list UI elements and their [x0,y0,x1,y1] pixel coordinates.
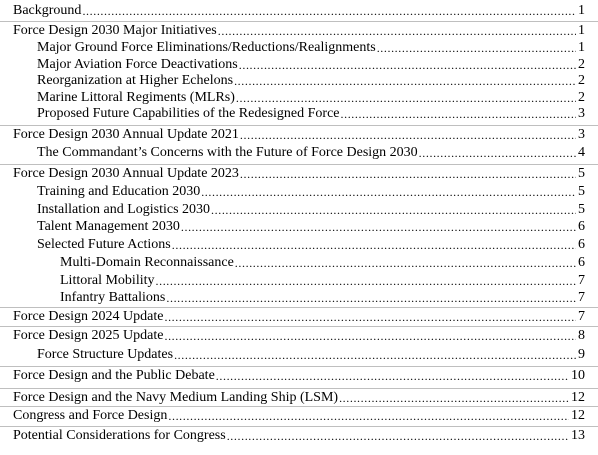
toc-entry[interactable] [37,184,585,200]
toc-entry-title: Major Aviation Force Deactivations [37,57,238,72]
dot-leader [235,255,576,271]
toc-entry-title: Congress and Force Design [13,408,168,423]
toc-entry-title: Force Design and the Navy Medium Landing Ship (LSM) [13,390,339,405]
dot-leader [156,273,577,289]
dot-leader [174,347,576,363]
dot-leader [164,309,576,325]
toc-entry[interactable] [37,219,585,235]
toc-entry-title: Potential Considerations for Congress [13,428,226,443]
toc-entry[interactable] [13,127,585,143]
toc-entry-page-number: 6 [578,255,585,270]
toc-entry[interactable] [37,40,585,56]
section-divider [0,21,598,22]
toc-entry-page-number: 3 [578,127,585,142]
dot-leader [419,145,576,161]
toc-entry-title: Force Design 2030 Annual Update 2023 [13,166,239,181]
toc-entry-page-number: 3 [578,106,585,121]
toc-entry-page-number: 5 [578,202,585,217]
dot-leader [82,3,576,19]
dot-leader [172,237,576,253]
toc-entry[interactable] [13,368,585,384]
toc-entry-title: Marine Littoral Regiments (MLRs) [37,90,235,105]
dot-leader [239,57,576,73]
dot-leader [234,73,576,89]
toc-entry-page-number: 6 [578,237,585,252]
toc-entry[interactable] [37,347,585,363]
dot-leader [211,202,576,218]
section-divider [0,426,598,427]
toc-entry-page-number: 7 [578,290,585,305]
toc-entry[interactable] [37,202,585,218]
toc-entry[interactable] [13,23,585,39]
toc-entry-title: Selected Future Actions [37,237,171,252]
toc-entry[interactable] [60,290,585,306]
toc-entry[interactable] [37,237,585,253]
toc-entry[interactable] [13,428,585,444]
toc-entry-title: Reorganization at Higher Echelons [37,73,234,88]
dot-leader [240,127,576,143]
dot-leader [168,408,569,424]
dot-leader [377,40,576,56]
toc-entry-page-number: 1 [578,3,585,18]
dot-leader [227,428,569,444]
toc-entry-page-number: 9 [578,347,585,362]
toc-entry-page-number: 12 [571,390,585,405]
section-divider [0,388,598,389]
toc-entry-page-number: 12 [571,408,585,423]
toc-entry-title: Force Design 2025 Update [13,328,164,343]
section-divider [0,125,598,126]
toc-entry-title: Force Design 2024 Update [13,309,164,324]
toc-entry-title: Littoral Mobility [60,273,155,288]
toc-entry-page-number: 1 [578,40,585,55]
toc-entry-title: Training and Education 2030 [37,184,201,199]
toc-entry[interactable] [13,408,585,424]
toc-entry[interactable] [37,145,585,161]
dot-leader [164,328,576,344]
toc-entry[interactable] [13,3,585,19]
dot-leader [201,184,576,200]
toc-entry[interactable] [13,328,585,344]
toc-entry-title: Proposed Future Capabilities of the Redesigned Force [37,106,340,121]
dot-leader [181,219,576,235]
toc-entry-page-number: 7 [578,309,585,324]
dot-leader [218,23,576,39]
toc-entry-title: Multi-Domain Reconnaissance [60,255,234,270]
dot-leader [216,368,569,384]
toc-entry[interactable] [60,255,585,271]
toc-entry-title: Force Structure Updates [37,347,174,362]
toc-entry[interactable] [13,390,585,406]
toc-entry-page-number: 1 [578,23,585,38]
toc-entry-page-number: 2 [578,90,585,105]
toc-entry-title: Infantry Battalions [60,290,166,305]
section-divider [0,307,598,308]
toc-entry-title: Force Design 2030 Major Initiatives [13,23,217,38]
toc-entry-title: Force Design and the Public Debate [13,368,215,383]
toc-entry-page-number: 5 [578,184,585,199]
toc-entry-page-number: 7 [578,273,585,288]
toc-entry[interactable] [13,309,585,325]
toc-entry-title: Talent Management 2030 [37,219,180,234]
toc-entry-page-number: 13 [571,428,585,443]
dot-leader [339,390,569,406]
dot-leader [341,106,577,122]
toc-entry[interactable] [13,166,585,182]
toc-entry-page-number: 6 [578,219,585,234]
toc-entry-page-number: 2 [578,73,585,88]
toc-entry-page-number: 8 [578,328,585,343]
section-divider [0,326,598,327]
toc-entry-title: Force Design 2030 Annual Update 2021 [13,127,239,142]
toc-entry-title: Background [13,3,82,18]
toc-entry[interactable] [37,90,585,106]
toc-entry-title: The Commandant’s Concerns with the Future of Force Design 2030 [37,145,418,160]
section-divider [0,406,598,407]
toc-entry[interactable] [60,273,585,289]
dot-leader [240,166,576,182]
toc-entry-title: Installation and Logistics 2030 [37,202,211,217]
toc-entry-page-number: 2 [578,57,585,72]
dot-leader [236,90,576,106]
dot-leader [166,290,576,306]
toc-entry[interactable] [37,73,585,89]
toc-entry[interactable] [37,57,585,73]
toc-entry-title: Major Ground Force Eliminations/Reductions/Realignments [37,40,376,55]
toc-entry-page-number: 10 [571,368,585,383]
toc-entry-page-number: 4 [578,145,585,160]
section-divider [0,164,598,165]
toc-entry-page-number: 5 [578,166,585,181]
toc-entry[interactable] [37,106,585,122]
section-divider [0,366,598,367]
